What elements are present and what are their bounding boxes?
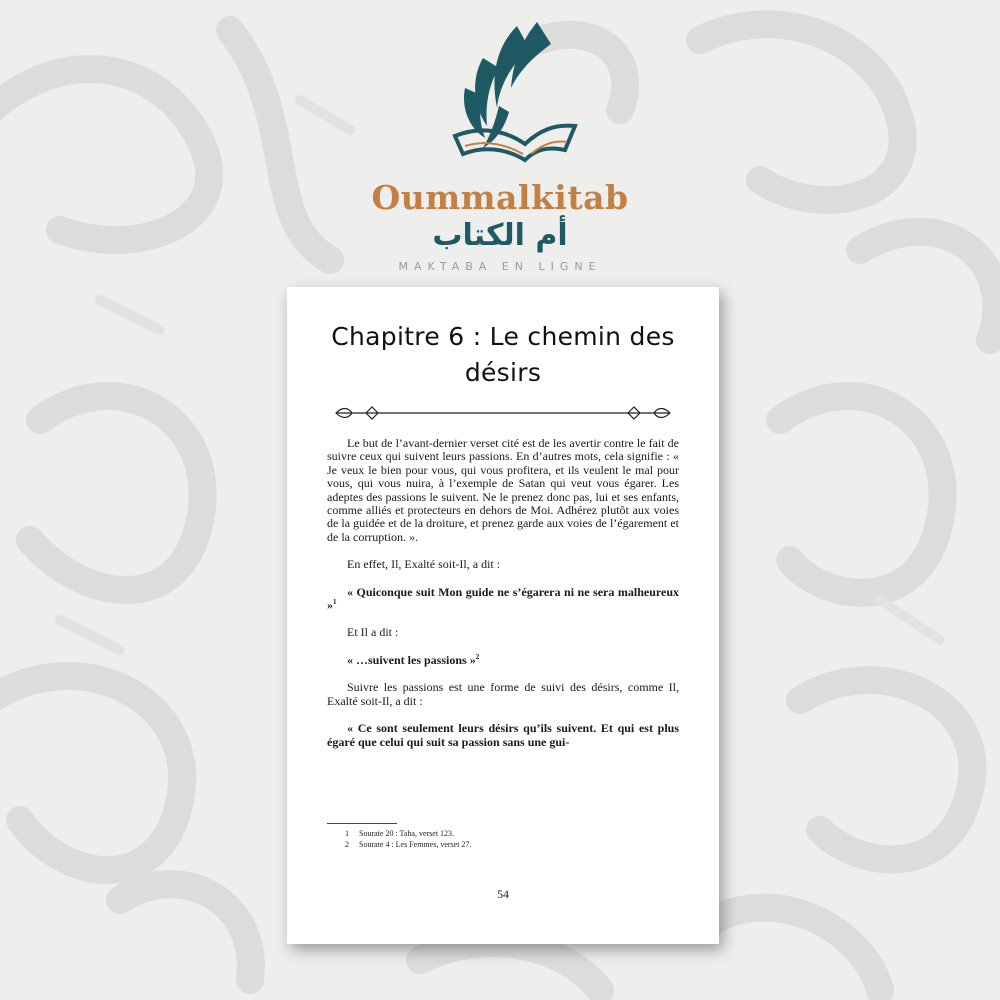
footnote-ref: 2 [475,652,480,661]
footnote-ref: 1 [333,598,337,607]
feather-book-logo-icon [425,18,585,178]
brand-name: Oummalkitab [371,178,629,217]
page-number: 54 [497,887,509,901]
quote-paragraph [327,586,679,613]
footnote-text: Sourate 20 : Taha, verset 123. [359,829,455,838]
footnote [345,828,675,839]
footnote-number: 1 [345,829,349,838]
paragraph: Suivre les passions est une forme de suivi des désirs, comme Il, Exalté soit-Il, a dit : [327,680,679,708]
chapter-body [327,437,679,749]
brand-tagline: MAKTABA EN LIGNE [398,260,602,273]
divider-ornament-icon [332,405,674,421]
paragraph: Et Il a dit : [347,625,399,640]
book-page [287,287,719,944]
quote-paragraph [327,654,679,667]
paragraph: Le but de l’avant-dernier verset cité est de les avertir contre le fait de suivre ceux qui suivent leurs passions. En d’autres mots, cela signifie : « Je veux le bien pour vous, qui vous profitera, et ils veulent le mal pour vous, qui vous nuira, à l’exemple de Satan qui veut vous égarer. Les adeptes des passions le suivent. Ne le prenez donc pas, lui et ses enfants, comme alliés et protecteurs en dehors de Moi. Adhérez plutôt aux voies de la guidée et de la droiture, et prenez garde aux voies de l’égarement et de la corruption. ». [327,436,679,544]
brand-arabic-name: أم الكتاب [432,218,568,253]
footnote [345,839,675,850]
footnote-divider [327,823,397,824]
paragraph: En effet, Il, Exalté soit-Il, a dit : [347,557,501,572]
quote-text: « …suivent les passions » [347,652,476,667]
footnote-text: Sourate 4 : Les Femmes, verset 27. [359,840,472,849]
footnotes [345,828,675,850]
quote-text: « Quiconque suit Mon guide ne s’égarera ni ne sera malheureux » [327,584,679,613]
footnote-number: 2 [345,840,349,849]
quote-paragraph: « Ce sont seulement leurs désirs qu’ils suivent. Et qui est plus égaré que celui qui suit sa passion sans une gui- [327,721,679,749]
chapter-title: Chapitre 6 : Le chemin des désirs [331,322,675,387]
